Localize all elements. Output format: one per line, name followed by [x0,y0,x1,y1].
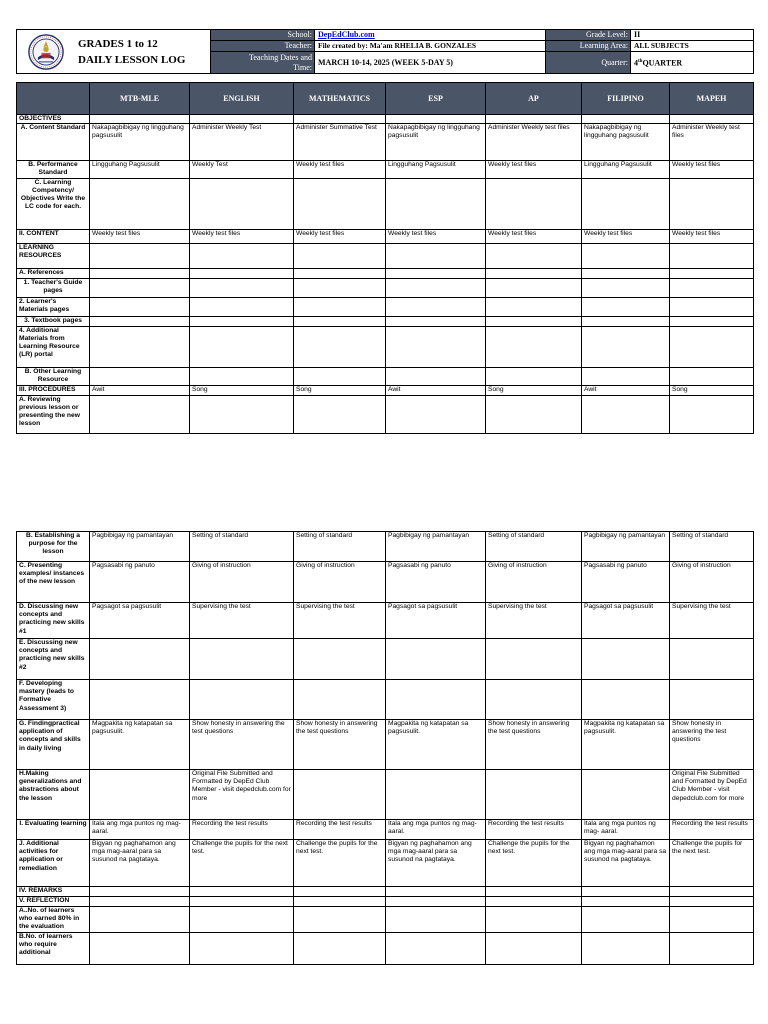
cell-ap [486,887,582,897]
cell-esp [386,326,486,367]
column-header-esp: ESP [386,83,486,115]
cell-mathematics [294,639,386,680]
cell-mapeh [670,297,754,316]
cell-filipino: Pagbibigay ng pamantayan [582,532,670,562]
cell-ap [486,297,582,316]
cell-english [190,367,294,385]
row-label: A..No. of learners who earned 80% in the evaluation [17,907,90,933]
cell-mapeh [670,178,754,229]
cell-esp [386,178,486,229]
table-row [17,720,754,770]
cell-esp [386,278,486,297]
cell-ap [486,897,582,907]
cell-filipino [582,639,670,680]
cell-esp [386,395,486,433]
cell-esp: Nakapagbibigay ng lingguhang pagsusulit [386,124,486,161]
table-row [17,680,754,720]
cell-english [190,326,294,367]
table-row [17,268,754,278]
cell-mtb-mle [90,887,190,897]
cell-esp [386,115,486,124]
cell-esp [386,933,486,965]
cell-mathematics: Administer Summative Test [294,124,386,161]
cell-mapeh: Weekly test files [670,229,754,243]
cell-ap [486,639,582,680]
table-row [17,639,754,680]
row-label: B. Establishing a purpose for the lesson [17,532,90,562]
cell-mtb-mle: Itala ang mga puntos ng mag- aaral. [90,820,190,840]
row-label: D. Discussing new concepts and practicing new skills #1 [17,603,90,639]
cell-mapeh: Song [670,385,754,395]
cell-ap [486,770,582,820]
cell-esp: Awit [386,385,486,395]
cell-filipino: Weekly test files [582,229,670,243]
column-header-filipino: FILIPINO [582,83,670,115]
teacher-label: Teacher: [211,41,315,52]
table-row [17,562,754,603]
cell-filipino [582,367,670,385]
cell-mathematics: Song [294,385,386,395]
cell-esp [386,639,486,680]
lesson-table-part1 [16,82,754,434]
cell-mtb-mle: Weekly test files [90,229,190,243]
row-label: 4. Additional Materials from Learning Resource (LR) portal [17,326,90,367]
cell-ap: Challenge the pupils for the next test. [486,840,582,887]
cell-mtb-mle [90,395,190,433]
cell-mapeh [670,326,754,367]
cell-mapeh: Challenge the pupils for the next test. [670,840,754,887]
cell-english [190,933,294,965]
grade-level-value: II [631,30,754,41]
cell-esp: Magpakita ng katapatan sa pagsusulit. [386,720,486,770]
cell-mapeh [670,243,754,268]
header-table [16,29,754,74]
row-label: E. Discussing new concepts and practicing new skills #2 [17,639,90,680]
grade-level-label: Grade Level: [546,30,631,41]
cell-mathematics: Weekly test files [294,161,386,178]
row-label: 1. Teacher's Guide pages [17,278,90,297]
row-label: IV. REMARKS [17,887,90,897]
row-label: 3. Textbook pages [17,316,90,326]
cell-mathematics [294,680,386,720]
cell-mathematics [294,326,386,367]
table-row [17,907,754,933]
cell-mapeh: Show honesty in answering the test questions [670,720,754,770]
cell-ap [486,115,582,124]
cell-esp [386,243,486,268]
row-label: B. Other Learning Resource [17,367,90,385]
table-row [17,532,754,562]
cell-esp [386,887,486,897]
cell-english: Song [190,385,294,395]
row-label: A. References [17,268,90,278]
cell-english: Original File Submitted and Formatted by DepEd Club Member - visit depedclub.com for more [190,770,294,820]
table-row [17,395,754,433]
cell-esp: Itala ang mga puntos ng mag- aaral. [386,820,486,840]
cell-ap: Weekly test files [486,161,582,178]
cell-filipino: Magpakita ng katapatan sa pagsusulit. [582,720,670,770]
cell-mapeh [670,268,754,278]
cell-mapeh [670,933,754,965]
row-label: C. Learning Competency/ Objectives Write the LC code for each. [17,178,90,229]
cell-mathematics [294,278,386,297]
cell-mathematics [294,887,386,897]
learning-area-value: ALL SUBJECTS [631,41,754,52]
school-label: School: [211,30,315,41]
cell-ap [486,933,582,965]
cell-ap: Recording the test results [486,820,582,840]
cell-mtb-mle: Nakapagbibigay ng lingguhang pagsusulit [90,124,190,161]
table-row [17,385,754,395]
cell-filipino [582,933,670,965]
cell-mathematics: Supervising the test [294,603,386,639]
cell-mtb-mle: Pagsagot sa pagsusulit [90,603,190,639]
cell-mtb-mle [90,367,190,385]
cell-mathematics [294,907,386,933]
cell-mtb-mle [90,243,190,268]
cell-esp: Weekly test files [386,229,486,243]
cell-mtb-mle [90,316,190,326]
row-label: B. Performance Standard [17,161,90,178]
table-row [17,897,754,907]
cell-mapeh: Setting of standard [670,532,754,562]
cell-english: Supervising the test [190,603,294,639]
cell-filipino [582,770,670,820]
cell-mathematics [294,367,386,385]
cell-mathematics [294,115,386,124]
cell-mtb-mle [90,297,190,316]
row-label: H.Making generalizations and abstractions about the lesson [17,770,90,820]
cell-esp [386,297,486,316]
cell-filipino [582,316,670,326]
cell-esp [386,367,486,385]
cell-esp: Pagbibigay ng pamantayan [386,532,486,562]
cell-mapeh [670,316,754,326]
cell-english [190,897,294,907]
cell-mathematics [294,243,386,268]
table-row [17,887,754,897]
cell-mtb-mle [90,680,190,720]
cell-english [190,178,294,229]
cell-mtb-mle [90,268,190,278]
table-row [17,770,754,820]
row-label: I. Evaluating learning [17,820,90,840]
header-blank-cell [17,83,90,115]
cell-mtb-mle: Magpakita ng katapatan sa pagsusulit. [90,720,190,770]
cell-mathematics [294,395,386,433]
cell-mapeh: Administer Weekly test files [670,124,754,161]
title-dll: DAILY LESSON LOG [78,53,186,66]
cell-esp: Bigyan ng paghahamon ang mga mag-aaral para sa susunod na pagtataya. [386,840,486,887]
header-logo-cell [17,30,211,74]
table-row [17,840,754,887]
title-grades: GRADES 1 to 12 [78,37,158,50]
table-row [17,326,754,367]
cell-mtb-mle [90,639,190,680]
cell-mathematics [294,933,386,965]
teaching-dates-value: MARCH 10-14, 2025 (WEEK 5-DAY 5) [315,52,546,74]
table-row [17,297,754,316]
cell-filipino: Awit [582,385,670,395]
cell-ap: Supervising the test [486,603,582,639]
lesson-table-part2 [16,531,754,965]
row-label: 2. Learner's Materials pages [17,297,90,316]
cell-mapeh: Recording the test results [670,820,754,840]
table-row [17,316,754,326]
column-header-mathematics: MATHEMATICS [294,83,386,115]
cell-ap [486,680,582,720]
row-label: C. Presenting examples/ instances of the new lesson [17,562,90,603]
cell-filipino: Bigyan ng paghahamon ang mga mag-aaral para sa susunod na pagtataya. [582,840,670,887]
cell-ap [486,395,582,433]
cell-mathematics [294,297,386,316]
teaching-dates-label: Teaching Dates and Time: [211,52,315,74]
cell-english: Administer Weekly Test [190,124,294,161]
cell-mapeh: Weekly test files [670,161,754,178]
cell-mathematics: Recording the test results [294,820,386,840]
row-label: G. Findingpractical application of concepts and skills in daily living [17,720,90,770]
cell-mtb-mle: Lingguhang Pagsusulit [90,161,190,178]
cell-english [190,639,294,680]
row-label: V. REFLECTION [17,897,90,907]
cell-mtb-mle [90,326,190,367]
cell-mathematics [294,268,386,278]
cell-mtb-mle: Pagsasabi ng panuto [90,562,190,603]
cell-mathematics: Weekly test files [294,229,386,243]
cell-mapeh [670,395,754,433]
cell-mapeh [670,367,754,385]
cell-english [190,243,294,268]
cell-esp [386,907,486,933]
cell-mapeh: Giving of instruction [670,562,754,603]
cell-filipino [582,395,670,433]
cell-mtb-mle [90,178,190,229]
table-row [17,820,754,840]
cell-mtb-mle: Awit [90,385,190,395]
cell-mtb-mle [90,115,190,124]
cell-mathematics: Giving of instruction [294,562,386,603]
cell-filipino: Pagsagot sa pagsusulit [582,603,670,639]
cell-english: Weekly Test [190,161,294,178]
cell-mtb-mle: Bigyan ng paghahamon ang mga mag-aaral para sa susunod na pagtataya. [90,840,190,887]
cell-mathematics [294,316,386,326]
cell-filipino [582,887,670,897]
cell-filipino [582,115,670,124]
cell-ap [486,178,582,229]
cell-ap [486,243,582,268]
quarter-label: Quarter: [546,52,631,74]
cell-filipino: Pagsasabi ng panuto [582,562,670,603]
cell-esp [386,770,486,820]
cell-esp [386,897,486,907]
cell-mapeh [670,897,754,907]
cell-mtb-mle [90,278,190,297]
cell-filipino [582,178,670,229]
cell-mapeh [670,115,754,124]
row-label: II. CONTENT [17,229,90,243]
table-row [17,161,754,178]
row-label: OBJECTIVES [17,115,90,124]
cell-mtb-mle [90,933,190,965]
row-label: B.No. of learners who require additional [17,933,90,965]
cell-english [190,887,294,897]
cell-english [190,278,294,297]
cell-mathematics: Show honesty in answering the test questions [294,720,386,770]
cell-english: Giving of instruction [190,562,294,603]
table-row [17,603,754,639]
cell-ap: Show honesty in answering the test questions [486,720,582,770]
cell-filipino: Nakapagbibigay ng lingguhang pagsusulit [582,124,670,161]
cell-esp: Pagsasabi ng panuto [386,562,486,603]
cell-mtb-mle: Pagbibigay ng pamantayan [90,532,190,562]
column-header-mapeh: MAPEH [670,83,754,115]
cell-filipino: Lingguhang Pagsusulit [582,161,670,178]
learning-area-label: Learning Area: [546,41,631,52]
table-row [17,178,754,229]
cell-mapeh [670,680,754,720]
cell-ap [486,316,582,326]
column-header-ap: AP [486,83,582,115]
cell-ap [486,278,582,297]
cell-english [190,316,294,326]
cell-mapeh: Supervising the test [670,603,754,639]
cell-filipino [582,326,670,367]
cell-mathematics [294,178,386,229]
cell-english [190,395,294,433]
cell-english [190,297,294,316]
column-header-mtb-mle: MTB-MLE [90,83,190,115]
cell-english [190,268,294,278]
cell-esp [386,268,486,278]
table-row [17,278,754,297]
cell-ap: Setting of standard [486,532,582,562]
cell-english: Show honesty in answering the test questions [190,720,294,770]
table-row [17,243,754,268]
cell-mathematics: Setting of standard [294,532,386,562]
cell-english: Weekly test files [190,229,294,243]
cell-filipino [582,897,670,907]
cell-mathematics: Challenge the pupils for the next test. [294,840,386,887]
cell-filipino [582,907,670,933]
cell-filipino [582,278,670,297]
row-label: F. Developing mastery (leads to Formative Assessment 3) [17,680,90,720]
row-label: III. PROCEDURES [17,385,90,395]
cell-ap: Weekly test files [486,229,582,243]
cell-ap [486,326,582,367]
cell-mathematics [294,770,386,820]
table-row [17,124,754,161]
cell-ap: Song [486,385,582,395]
cell-mapeh: Original File Submitted and Formatted by DepEd Club Member - visit depedclub.com for more [670,770,754,820]
cell-mtb-mle [90,907,190,933]
cell-filipino [582,297,670,316]
deped-seal-icon [28,34,64,70]
quarter-value: 4thQUARTER [631,52,754,74]
cell-ap [486,268,582,278]
table-row [17,229,754,243]
school-link[interactable]: DepEdClub.com [315,30,546,41]
cell-filipino: Itala ang mga puntos ng mag- aaral. [582,820,670,840]
cell-mapeh [670,887,754,897]
cell-mtb-mle [90,897,190,907]
cell-english: Recording the test results [190,820,294,840]
cell-mapeh [670,907,754,933]
teacher-value: File created by: Ma'am RHELIA B. GONZALES [315,41,546,52]
cell-english [190,907,294,933]
cell-mtb-mle [90,770,190,820]
cell-ap: Giving of instruction [486,562,582,603]
cell-filipino [582,268,670,278]
cell-english: Setting of standard [190,532,294,562]
cell-mapeh [670,639,754,680]
cell-english [190,680,294,720]
row-label: LEARNING RESOURCES [17,243,90,268]
table-row [17,933,754,965]
column-header-english: ENGLISH [190,83,294,115]
cell-esp [386,316,486,326]
table-row [17,367,754,385]
cell-ap [486,907,582,933]
cell-ap [486,367,582,385]
cell-english: Challenge the pupils for the next test. [190,840,294,887]
cell-filipino [582,680,670,720]
row-label: J. Additional activities for application or remediation [17,840,90,887]
cell-english [190,115,294,124]
cell-esp: Lingguhang Pagsusulit [386,161,486,178]
row-label: A. Content Standard [17,124,90,161]
row-label: A. Reviewing previous lesson or presenting the new lesson [17,395,90,433]
cell-ap: Administer Weekly test files [486,124,582,161]
cell-filipino [582,243,670,268]
cell-mathematics [294,897,386,907]
table-row [17,115,754,124]
cell-esp: Pagsagot sa pagsusulit [386,603,486,639]
cell-mapeh [670,278,754,297]
cell-esp [386,680,486,720]
